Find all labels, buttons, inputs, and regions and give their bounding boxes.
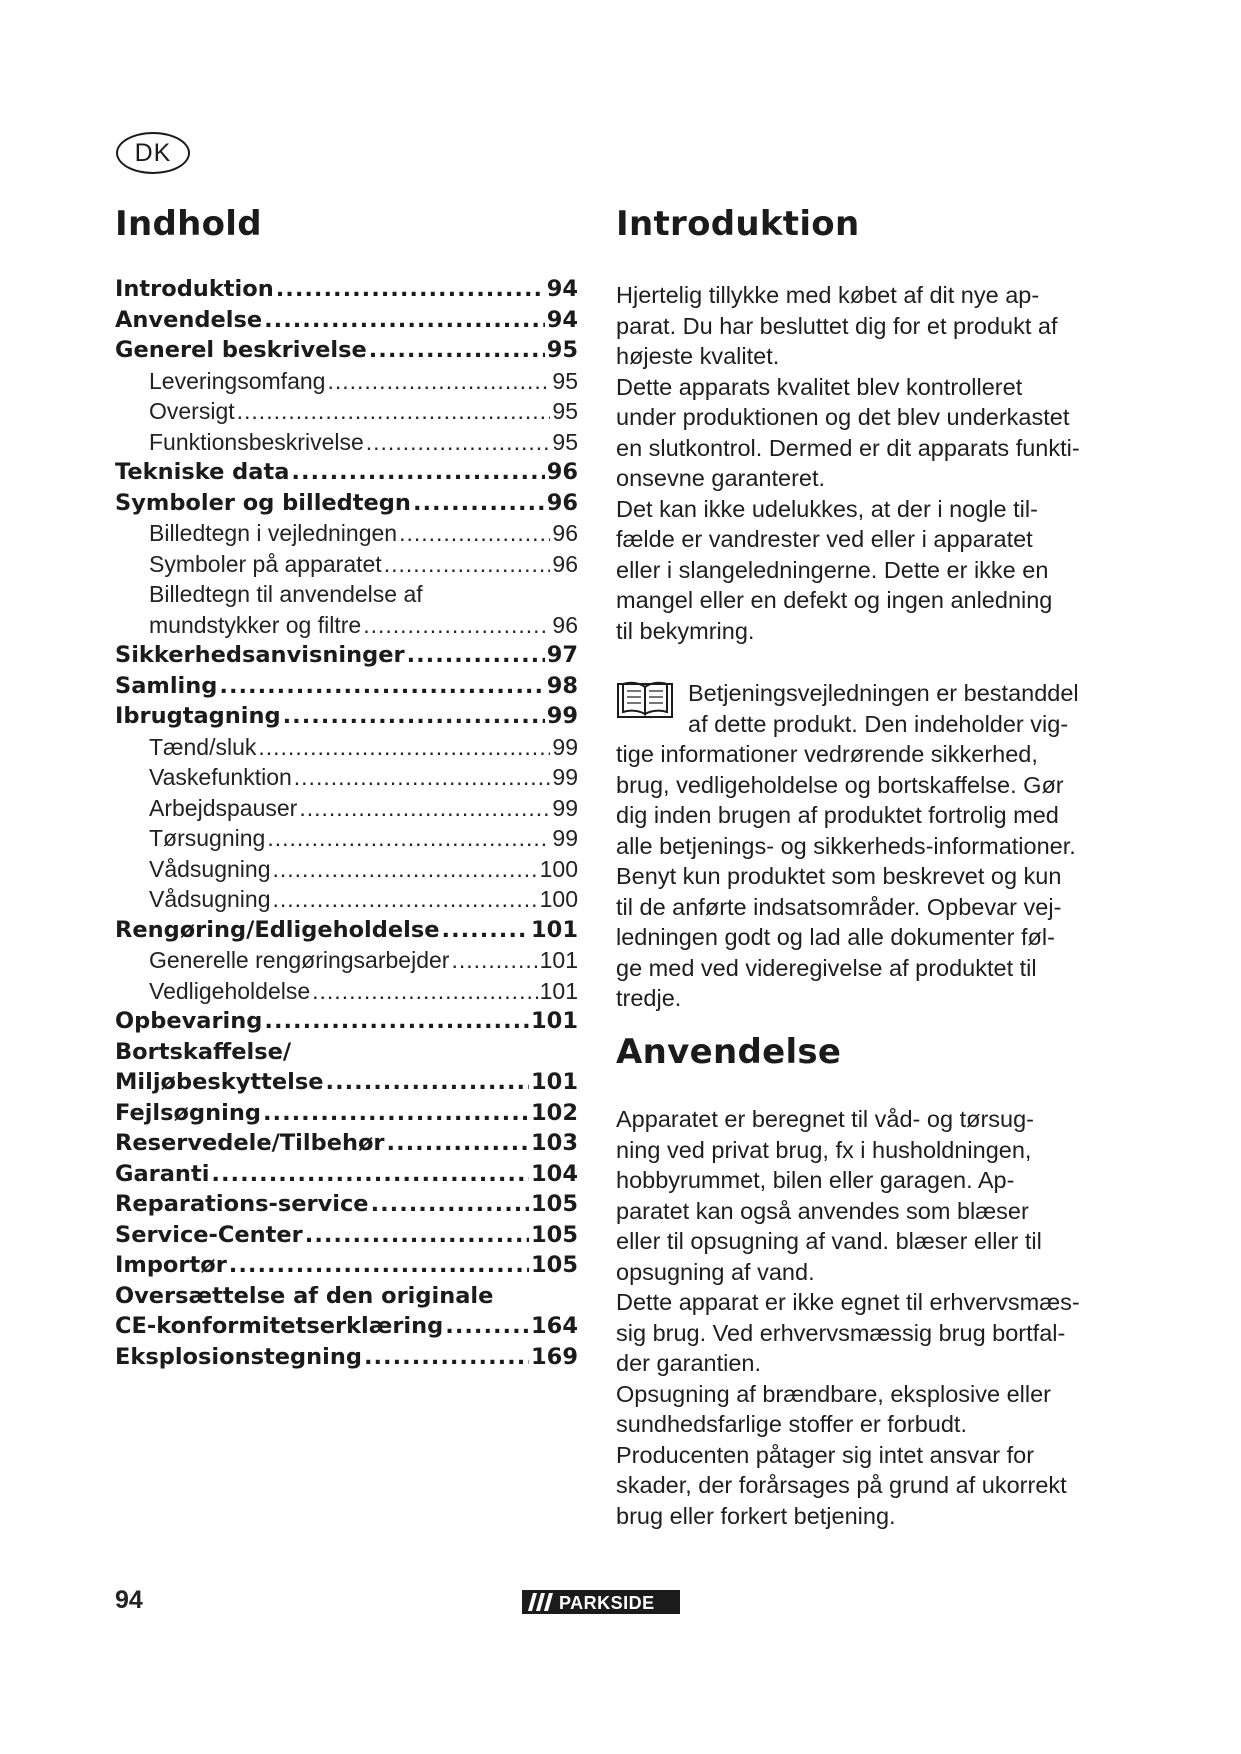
toc-entry: [115, 1191, 578, 1222]
toc-entry-label: Billedtegn i vejledningen: [149, 520, 398, 546]
text-line: Benyt kun produktet som beskrevet og kun: [616, 863, 1062, 889]
usage-title: Anvendelse: [616, 1032, 842, 1072]
toc-entry-page: 95: [552, 428, 578, 455]
toc-entry-label: Funktionsbeskrivelse: [149, 428, 364, 455]
text-line: mangel eller en defekt og ingen anledning: [616, 587, 1053, 613]
toc-entry: [115, 490, 578, 521]
toc-entry: [115, 276, 578, 307]
toc-entry-label: Opbevaring: [115, 1008, 263, 1034]
introduction-title: Introduktion: [616, 204, 860, 244]
toc-subentry: [115, 581, 578, 612]
text-line: Dette apparats kvalitet blev kontrolleret: [616, 373, 1023, 400]
toc-entry-page: 101: [531, 916, 578, 943]
text-line: skader, der forårsages på grund af ukorrekt: [616, 1472, 1067, 1498]
toc-leader-dots: [264, 307, 545, 333]
toc-leader-dots: [369, 337, 545, 363]
toc-entry-label: Oversigt: [149, 398, 235, 424]
toc-entry-label: Vedligeholdelse: [149, 977, 311, 1004]
text-line: alle betjenings- og sikkerheds-informationer.: [616, 832, 1076, 859]
toc-entry-label: Anvendelse: [115, 306, 263, 333]
toc-entry-page: 169: [531, 1343, 578, 1370]
text-line: tige informationer vedrørende sikkerhed,: [616, 741, 1038, 767]
toc-entry: [115, 703, 578, 734]
toc-subentry: [115, 795, 578, 826]
toc-entry-label: Generelle rengøringsarbejder: [149, 947, 450, 973]
toc-entry-page: 99: [552, 764, 578, 790]
toc-entry-page: 105: [531, 1191, 578, 1217]
toc-entry-label: Ibrugtagning: [115, 703, 281, 729]
toc-entry-label: Reservedele/Tilbehør: [115, 1130, 385, 1156]
toc-entry-page: 99: [552, 733, 578, 760]
toc-leader-dots: [364, 1344, 529, 1370]
toc-entry-page: 103: [531, 1130, 578, 1156]
toc-leader-dots: [363, 612, 550, 639]
toc-leader-dots: [291, 459, 544, 485]
toc-leader-dots: [294, 764, 551, 791]
text-line: Betjeningsvejledningen er bestanddel: [688, 680, 1079, 706]
toc-leader-dots: [445, 1313, 529, 1339]
text-line: dig inden brugen af produktet fortrolig med: [616, 802, 1059, 828]
toc-entry-label: Garanti: [115, 1160, 210, 1187]
text-line: af dette produkt. Den indeholder vig-: [688, 710, 1069, 737]
toc-entry-page: 100: [539, 855, 578, 882]
text-line: sundhedsfarlige stoffer er forbudt.: [616, 1411, 967, 1437]
toc-entry-page: 96: [546, 459, 578, 485]
toc-entry: [115, 1069, 578, 1100]
toc-entry-page: 164: [531, 1313, 578, 1339]
toc-entry: [115, 1130, 578, 1161]
toc-entry-label: Symboler på apparatet: [149, 550, 382, 577]
toc-subentry: [115, 429, 578, 460]
toc-entry: [115, 673, 578, 704]
toc-leader-dots: [276, 276, 545, 302]
toc-leader-dots: [273, 856, 538, 883]
toc-leader-dots: [283, 703, 545, 729]
text-line: hobbyrummet, bilen eller garagen. Ap-: [616, 1167, 1015, 1193]
toc-entry-label: Service-Center: [115, 1221, 303, 1248]
page-number: 94: [115, 1586, 143, 1614]
toc-entry-label: Eksplosionstegning: [115, 1343, 362, 1370]
toc-leader-dots: [267, 825, 550, 852]
toc-entry-page: 97: [546, 642, 578, 668]
toc-entry: [115, 1283, 578, 1314]
toc-entry: [115, 307, 578, 338]
toc-entry-page: 96: [552, 611, 578, 638]
toc-leader-dots: [371, 1191, 529, 1217]
text-line: Dette apparat er ikke egnet til erhvervsmæs-: [616, 1289, 1080, 1315]
book-icon: [616, 678, 674, 720]
toc-entry-page: 99: [552, 825, 578, 851]
toc-leader-dots: [299, 795, 550, 822]
toc-leader-dots: [327, 368, 550, 395]
toc-entry-page: 101: [531, 1069, 578, 1095]
toc-entry-page: 105: [531, 1221, 578, 1248]
toc-entry-label: Tørsugning: [149, 825, 266, 851]
text-line: en slutkontrol. Dermed er dit apparats funkti-: [616, 434, 1080, 461]
toc-entry-label: Generel beskrivelse: [115, 337, 367, 363]
text-line: til de anførte indsatsområder. Opbevar vej-: [616, 893, 1062, 920]
toc-entry: [115, 642, 578, 673]
toc-entry-label: Reparations-service: [115, 1191, 369, 1217]
toc-entry-label: Vådsugning: [149, 886, 271, 912]
toc-entry-page: 95: [546, 337, 578, 363]
toc-entry-page: 94: [546, 276, 578, 302]
toc-entry-page: 98: [546, 672, 578, 699]
toc-entry-page: 99: [546, 703, 578, 729]
toc-entry: [115, 1313, 578, 1344]
country-badge: DK: [116, 132, 190, 174]
toc-entry-page: 96: [546, 489, 578, 516]
text-line: ledningen godt og lad alle dokumenter føl-: [616, 924, 1055, 950]
text-line: onsevne garanteret.: [616, 465, 826, 491]
text-line: sig brug. Ved erhvervsmæssig brug bortfal-: [616, 1319, 1066, 1346]
toc-entry-label: Vaskefunktion: [149, 764, 292, 790]
text-line: Producenten påtager sig intet ansvar for: [616, 1441, 1035, 1468]
toc-leader-dots: [399, 520, 550, 547]
toc-entry-label: Fejlsøgning: [115, 1099, 261, 1126]
toc-entry-page: 96: [552, 550, 578, 577]
toc-subentry: [115, 886, 578, 917]
text-line: ge med ved videregivelse af produktet til: [616, 954, 1037, 981]
text-line: tredje.: [616, 985, 682, 1011]
toc-entry-label: Billedtegn til anvendelse af: [149, 581, 423, 607]
toc-entry-label: Vådsugning: [149, 855, 271, 882]
toc-entry-label: Symboler og billedtegn: [115, 489, 411, 516]
text-line: eller i slangeledningerne. Dette er ikke en: [616, 556, 1049, 583]
text-line: opsugning af vand.: [616, 1258, 815, 1285]
toc-entry-label: CE-konformitetserklæring: [115, 1313, 444, 1339]
text-line: paratet kan også anvendes som blæser: [616, 1197, 1029, 1224]
toc-subentry: [115, 612, 578, 643]
toc-subentry: [115, 520, 578, 551]
toc-entry-page: 99: [552, 794, 578, 821]
text-line: Det kan ikke udelukkes, at der i nogle til-: [616, 495, 1038, 522]
toc-subentry: [115, 368, 578, 399]
toc-title: Indhold: [115, 204, 262, 244]
text-line: brug, vedligeholdelse og bortskaffelse. Gør: [616, 771, 1064, 798]
toc-entry-page: 94: [546, 306, 578, 333]
text-line: parat. Du har besluttet dig for et produkt af: [616, 312, 1058, 339]
toc-entry-label: Sikkerhedsanvisninger: [115, 642, 405, 668]
text-line: til bekymring.: [616, 617, 755, 644]
toc-entry: [115, 1222, 578, 1253]
toc-entry-label: Tænd/sluk: [149, 733, 257, 760]
toc-leader-dots: [384, 551, 551, 578]
toc-leader-dots: [326, 1069, 530, 1095]
toc-subentry: [115, 764, 578, 795]
text-line: højeste kvalitet.: [616, 343, 780, 369]
toc-leader-dots: [387, 1130, 530, 1156]
text-line: Hjertelig tillykke med købet af dit nye ap-: [616, 282, 1040, 308]
toc-entry-page: 95: [552, 367, 578, 394]
toc-entry: [115, 917, 578, 948]
parkside-logo: [522, 1590, 680, 1614]
toc-entry: [115, 1161, 578, 1192]
toc-leader-dots: [229, 1252, 529, 1278]
toc-entry-label: Miljøbeskyttelse: [115, 1069, 324, 1095]
toc-entry-label: mundstykker og filtre: [149, 611, 362, 638]
toc-leader-dots: [442, 917, 530, 943]
toc-leader-dots: [264, 1008, 529, 1034]
toc-leader-dots: [258, 734, 550, 761]
toc-entry-page: 101: [531, 1008, 578, 1034]
toc-entry-label: Samling: [115, 672, 218, 699]
toc-leader-dots: [451, 947, 537, 974]
toc-entry: [115, 459, 578, 490]
toc-entry: [115, 1344, 578, 1375]
usage-text: [616, 1104, 1086, 1531]
introduction-text: [616, 280, 1086, 646]
toc-entry-page: 101: [539, 977, 578, 1004]
text-line: Opsugning af brændbare, eksplosive eller: [616, 1380, 1052, 1407]
toc-entry-label: Bortskaffelse/: [115, 1038, 292, 1065]
toc-subentry: [115, 947, 578, 978]
toc-leader-dots: [219, 673, 544, 699]
toc-subentry: [115, 734, 578, 765]
toc-entry-label: Arbejdspauser: [149, 794, 298, 821]
toc-subentry: [115, 856, 578, 887]
text-line: Apparatet er beregnet til våd- og tørsug-: [616, 1106, 1034, 1132]
table-of-contents: [115, 276, 578, 1374]
toc-leader-dots: [211, 1161, 529, 1187]
toc-entry-label: Importør: [115, 1252, 227, 1278]
toc-entry-label: Introduktion: [115, 276, 274, 302]
toc-subentry: [115, 398, 578, 429]
text-line: der garantien.: [616, 1350, 762, 1376]
toc-leader-dots: [413, 490, 545, 516]
toc-leader-dots: [407, 642, 545, 668]
toc-entry-page: 104: [531, 1160, 578, 1187]
brand-text: PARKSIDE: [559, 1593, 655, 1613]
text-line: eller til opsugning af vand. blæser eller til: [616, 1228, 1042, 1254]
toc-entry: [115, 1100, 578, 1131]
toc-entry: [115, 1008, 578, 1039]
toc-entry-page: 95: [552, 398, 578, 424]
toc-entry: [115, 337, 578, 368]
toc-entry: [115, 1039, 578, 1070]
toc-leader-dots: [366, 429, 551, 456]
toc-leader-dots: [237, 398, 551, 425]
toc-entry-label: Leveringsomfang: [149, 367, 326, 394]
toc-entry-page: 102: [531, 1099, 578, 1126]
toc-entry-label: Tekniske data: [115, 459, 290, 485]
text-line: brug eller forkert betjening.: [616, 1502, 896, 1529]
manual-note: [616, 678, 1086, 1014]
toc-leader-dots: [312, 978, 537, 1005]
toc-subentry: [115, 825, 578, 856]
toc-entry-page: 96: [552, 520, 578, 546]
toc-entry-page: 105: [531, 1252, 578, 1278]
toc-entry: [115, 1252, 578, 1283]
text-line: ning ved privat brug, fx i husholdningen,: [616, 1136, 1032, 1163]
toc-entry-label: Rengøring/Edligeholdelse: [115, 916, 440, 943]
toc-leader-dots: [263, 1100, 529, 1126]
toc-leader-dots: [305, 1222, 529, 1248]
toc-entry-page: 100: [539, 886, 578, 912]
text-line: fælde er vandrester ved eller i apparatet: [616, 526, 1033, 552]
toc-subentry: [115, 978, 578, 1009]
toc-subentry: [115, 551, 578, 582]
text-line: under produktionen og det blev underkastet: [616, 404, 1070, 430]
toc-entry-label: Oversættelse af den originale: [115, 1282, 494, 1309]
toc-entry-page: 101: [539, 947, 578, 973]
toc-leader-dots: [273, 886, 538, 913]
